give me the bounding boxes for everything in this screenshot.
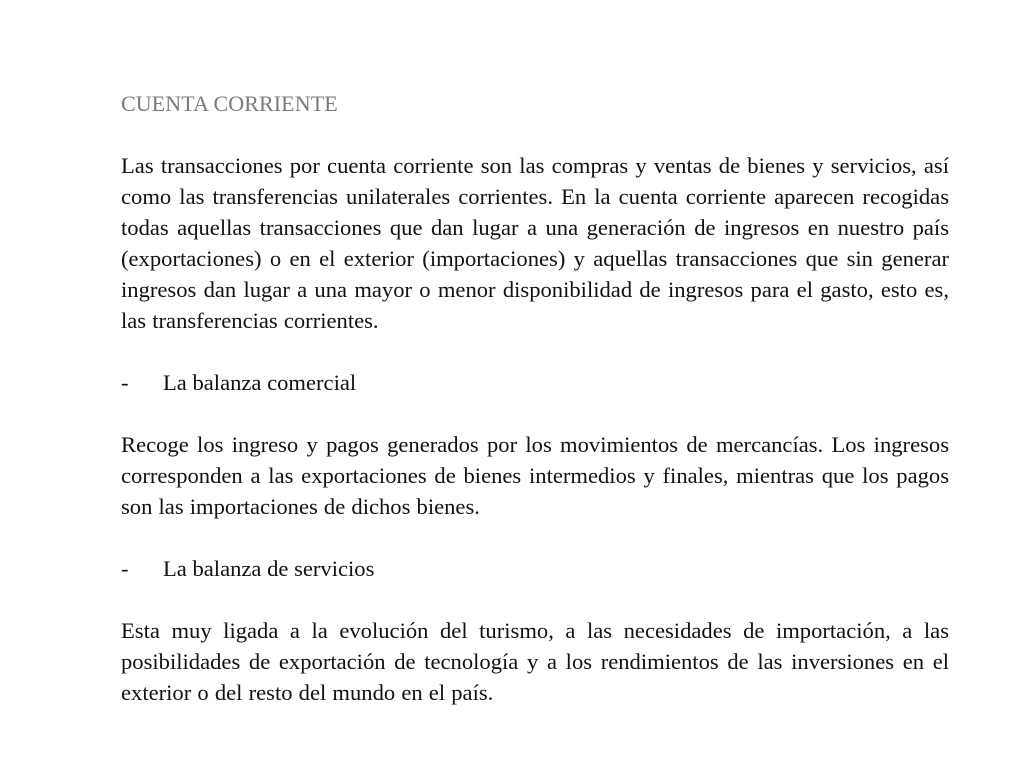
bullet-title: La balanza de servicios [163, 556, 375, 581]
section-heading: CUENTA CORRIENTE [121, 91, 338, 116]
bullet-balanza-servicios [121, 553, 949, 584]
bullet-marker: - [121, 556, 129, 581]
bullet-marker: - [121, 370, 129, 395]
bullet-title: La balanza comercial [163, 370, 357, 395]
bullet-balanza-comercial [121, 367, 949, 398]
document-page [121, 88, 949, 708]
intro-paragraph: Las transacciones por cuenta corriente son las compras y ventas de bienes y servicios, así como las transferencias unilaterales corrientes. En la cuenta corriente aparecen recogidas todas aquellas transacciones que dan lugar a una generación de ingresos en nuestro país (exportaciones) o en el exterior (importaciones) y aquellas transacciones que sin generar ingresos dan lugar a una mayor o menor disponibilidad de ingresos para el gasto, esto es, las transferencias corrientes. [121, 153, 949, 333]
balanza-comercial-paragraph: Recoge los ingreso y pagos generados por los movimientos de mercancías. Los ingresos corresponden a las exportaciones de bienes intermedios y finales, mientras que los pagos son las importaciones de dichos bienes. [121, 432, 949, 519]
balanza-servicios-paragraph: Esta muy ligada a la evolución del turismo, a las necesidades de importación, a las posibilidades de exportación de tecnología y a los rendimientos de las inversiones en el exterior o del resto del mundo en el país. [121, 618, 949, 705]
